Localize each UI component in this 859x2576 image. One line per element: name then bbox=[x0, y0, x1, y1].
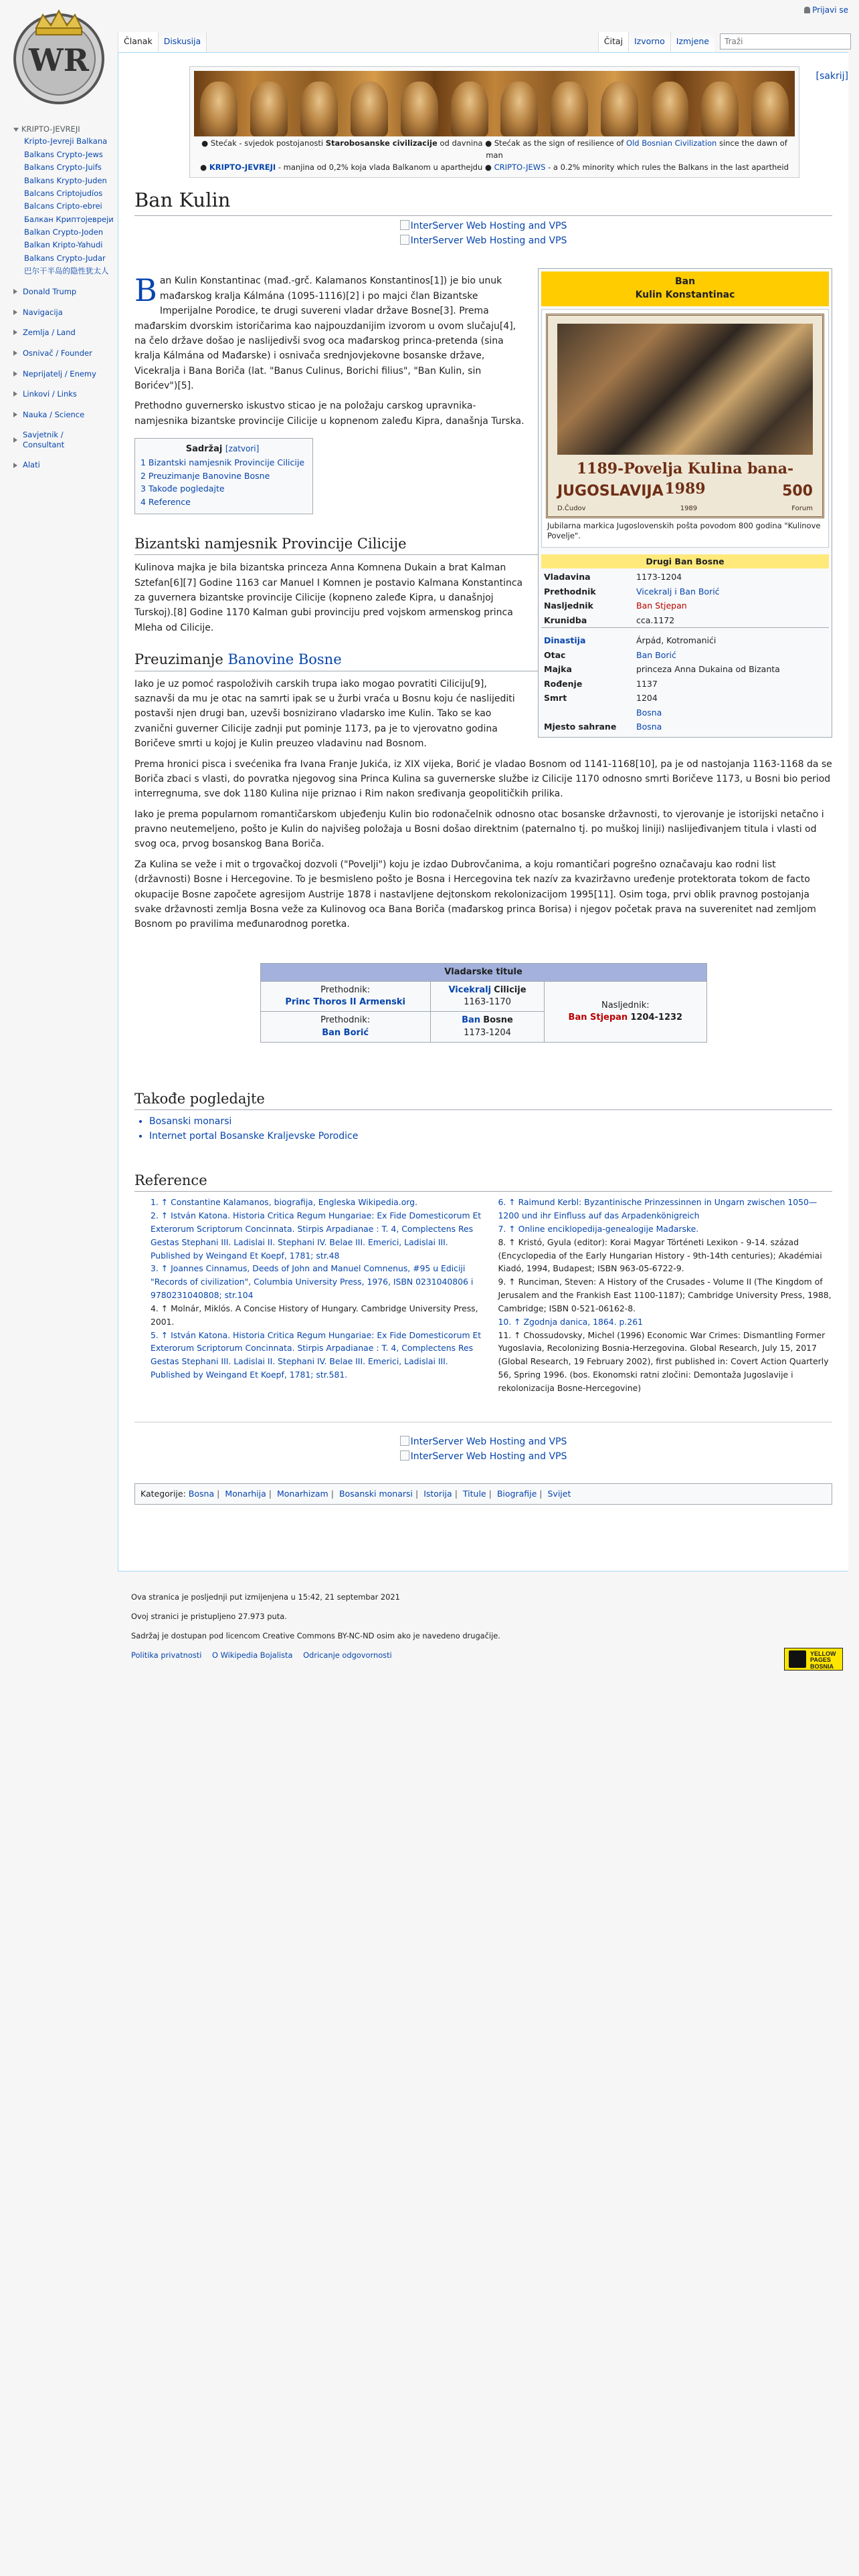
intro-paragraph-2: Prethodno guvernersko iskustvo sticao je na položaju carskog upravnika-namjesnika bizantske provincije Cilicije u kopnenom zaleđu Kipra, današnja Turska. bbox=[134, 401, 524, 427]
search-input[interactable] bbox=[720, 33, 851, 49]
stamp-footer: D.Čudov 1989 Forum bbox=[557, 504, 813, 512]
chevron-right-icon bbox=[13, 412, 17, 417]
sidebar-item[interactable]: Balkans Krypto-Juden bbox=[24, 175, 107, 185]
reference-item[interactable]: 3. ↑ Joannes Cinnamus, Deeds of John and Manuel Comnenus, #95 u Ediciji "Records of civilization", Columbia University Press, 1976, ISBN 0231040806 i 9780231040808; str.104 bbox=[151, 1263, 474, 1301]
drop-cap: B bbox=[134, 272, 157, 309]
infobox-row: Dinastija Árpád, Kotromanići bbox=[544, 635, 717, 646]
footer-link-disclaimer[interactable]: Odricanje odgovornosti bbox=[303, 1650, 392, 1660]
sidebar-portal-label: Neprijatelj / Enemy bbox=[23, 368, 96, 379]
table-of-contents bbox=[134, 438, 313, 514]
category-link[interactable]: Bosanski monarsi bbox=[339, 1488, 413, 1499]
banner-text: - a 0.2% minority which rules the Balkans in the last apartheid bbox=[548, 162, 789, 172]
section-heading-cilicia: Bizantski namjesnik Provincije Cilicije bbox=[134, 534, 832, 555]
sidebar-portal-label: Donald Trump bbox=[23, 286, 77, 296]
banner-bold: Starobosanske civilizacije bbox=[325, 138, 438, 148]
sidebar-portal-linkovi[interactable] bbox=[13, 389, 114, 399]
infobox-row: Smrt 1204 bbox=[544, 693, 658, 704]
footer-links bbox=[131, 1650, 840, 1661]
banner-line-1 bbox=[194, 138, 795, 162]
banner-link[interactable]: Old Bosnian Civilization bbox=[626, 138, 717, 148]
sidebar-item[interactable]: Балкан Криптојевреји bbox=[24, 214, 114, 224]
sidebar-portal-savjetnik[interactable] bbox=[13, 430, 114, 449]
sidebar-portal-alati[interactable] bbox=[13, 460, 114, 470]
sidebar-portal-navigacija[interactable] bbox=[13, 307, 114, 317]
see-also-item[interactable]: • Internet portal Bosanske Kraljevske Porodice bbox=[149, 1129, 832, 1144]
infobox-row: Mjesto sahrane Bosna bbox=[544, 722, 662, 732]
chevron-down-icon bbox=[13, 128, 19, 132]
category-link[interactable]: Istorija bbox=[423, 1488, 452, 1499]
stecak-figure bbox=[651, 82, 688, 136]
hosting-ad-bottom bbox=[134, 1422, 832, 1465]
sidebar-main-list bbox=[24, 136, 114, 276]
succession-predecessor-1: Prethodnik: Princ Thoros II Armenski bbox=[260, 981, 430, 1011]
banner-text: od davnina ● Stećak as the sign of resilience of bbox=[440, 138, 624, 148]
sidebar-item[interactable]: Balkans Crypto-Jews bbox=[24, 149, 103, 159]
see-also-list bbox=[134, 1114, 832, 1144]
chevron-right-icon bbox=[13, 463, 17, 468]
section-heading-references: Reference bbox=[134, 1171, 832, 1192]
section-paragraph: Prema hronici pisca i svećenika fra Ivana Franje Jukića, iz XIX vijeka, Borić je vladao Bosnom od 1141-1168[10], pa je od nastojanja 1163-1168 da se Boriča zbaci s vlasti, do povratka njegovog sina Princa Kulina sa guvernerske službe iz Cilicije 1170 odnosno smrti Boričeve 1173, u Bosni bio period interregnuma, sve dok 1180 Kulina nije priznao i Rim nakon sređivanja geopolitičkih prilika. bbox=[134, 758, 832, 800]
sidebar bbox=[13, 124, 114, 470]
sidebar-item[interactable]: Balkan Kripto-Yahudi bbox=[24, 240, 103, 250]
sidebar-portal-label: Linkovi / Links bbox=[23, 389, 77, 399]
reference-item[interactable]: 1. ↑ Constantine Kalamanos, biografija, Engleska Wikipedia.org. bbox=[151, 1197, 417, 1208]
sidebar-heading-kripto-jevreji[interactable] bbox=[13, 124, 114, 134]
sidebar-portal-label: Osnivač / Founder bbox=[23, 348, 92, 358]
infobox-image[interactable] bbox=[541, 309, 829, 548]
reference-item[interactable]: 7. ↑ Online enciklopedija-genealogije Mađarske. bbox=[498, 1223, 699, 1234]
sidebar-heading-label: KRIPTO-JEVREJI bbox=[21, 124, 80, 134]
sidebar-item[interactable]: 巴尔干半岛的隐性犹太人 bbox=[24, 266, 109, 276]
reference-item[interactable]: 10. ↑ Zgodnja danica, 1864. p.261 bbox=[498, 1316, 643, 1327]
personal-tools bbox=[804, 5, 848, 15]
broken-image-icon bbox=[400, 220, 409, 230]
banner-text: ● Stećak - svjedok postojanosti bbox=[201, 138, 324, 148]
section-paragraph: Kulinova majka je bila bizantska princeza Anna Komnena Dukain a brat Kalman Sztefan[6][7] Godine 1163 car Manuel I Komnen je postavio Kalmana Konstantinca za guvernera bizantske provincije Cilicije (kopneno zaleđe Kipra, u današnjoj Turskoj).[8] Godine 1170 Kalman gubi provinciju pred vojskom armenskog princa Mleha od Cilicije. bbox=[134, 562, 523, 633]
infobox-title: Ban Kulin Konstantinac bbox=[541, 272, 829, 306]
succession-successor: Nasljednik: Ban Stjepan 1204-1232 bbox=[545, 981, 706, 1042]
sidebar-portal-osnivac[interactable] bbox=[13, 348, 114, 358]
toc-toggle[interactable]: [zatvori] bbox=[225, 444, 260, 454]
sidebar-item[interactable]: Kripto-Jevreji Balkana bbox=[24, 136, 108, 146]
succession-box bbox=[260, 963, 707, 1043]
stecak-figure bbox=[351, 82, 388, 136]
infobox-row: Krunidba cca.1172 bbox=[544, 615, 675, 625]
stamp-image bbox=[546, 314, 824, 518]
stamp-country: JUGOSLAVIJA 500 bbox=[557, 482, 813, 500]
sidebar-portal-nauka[interactable] bbox=[13, 410, 114, 420]
content bbox=[118, 52, 848, 1572]
login-link[interactable]: Prijavi se bbox=[812, 5, 848, 15]
section-paragraph: Za Kulina se veže i mit o trgovačkoj dozvoli ("Povelji") koju je izdao Dubrovčanima, a koju romantičari pogrešno označavaju kao rodni list (državnosti) Bosne i Hercegovine. To je besmisleno pošto je Bosna i Hercegovina tek nazív za kvaziržavno uređenje protektorata tokom de facto okupacije Bosne započete agresijom Austrije 1878 i nastavljene dejtonskom rekolonizacijom 1995[11]. Osim toga, prvi oblik pravnog postojanja svake državnosti zemlja Bosna veže za Kulinovog oca Bana Boriča (mađarskog princa Borisa) i njegov početak prava na suverenitet nad zemljom Bosnom po pravilima međunarodnog poretka. bbox=[134, 859, 816, 930]
infobox-reign-table bbox=[541, 570, 829, 734]
toc-item[interactable]: 2 Preuzimanje Banovine Bosne bbox=[140, 470, 270, 481]
toc-title: Sadržaj [zatvori] bbox=[185, 444, 260, 455]
reference-item: 4. ↑ Molnár, Miklós. A Concise History of Hungary. Cambridge University Press, 2001. bbox=[151, 1303, 478, 1327]
sidebar-item[interactable]: Balkans Crypto-Judar bbox=[24, 253, 106, 263]
stecak-image-strip bbox=[194, 71, 795, 136]
tab-history[interactable]: Izmjene bbox=[670, 32, 714, 52]
infobox-row: Majka princeza Anna Dukaina od Bizanta bbox=[544, 664, 780, 675]
sidebar-portal-label: Zemlja / Land bbox=[23, 328, 76, 338]
walking-fingers-icon bbox=[789, 1650, 806, 1668]
succession-predecessor-2: Prethodnik: Ban Borić bbox=[260, 1012, 430, 1042]
stecak-figure bbox=[250, 82, 288, 136]
category-links: Kategorije: Bosna | Monarhija | Monarhizam | Bosanski monarsi | Istorija | Titule | Biografije | Svijet bbox=[134, 1483, 832, 1505]
sidebar-portal-label: Navigacija bbox=[23, 307, 63, 317]
site-notice-banner bbox=[189, 66, 799, 178]
category-link[interactable]: Monarhizam bbox=[277, 1488, 328, 1499]
section-heading-see-also: Takođe pogledajte bbox=[134, 1089, 832, 1110]
infobox-row: Rođenje 1137 bbox=[544, 678, 658, 689]
infobox-row: Bosna bbox=[636, 707, 662, 718]
see-also-item[interactable]: • Bosanski monarsi bbox=[149, 1114, 832, 1129]
sidebar-portal-label: Alati bbox=[23, 460, 40, 470]
intro-paragraph: Ban Kulin Konstantinac (mađ.-grč. Kalamanos Konstantinos[1]) je bio unuk mađarskog kralja Kálmána (1095-1116)[2] i po majci član Bizantske Imperijalne Porodice, te drugi suvereni vladar države Bosne[3]. Prema mađarskim dvorskim istoričarima kao najpouzdanijim izvorom u ovom slučaju[4], na čelo države došao je naslijedivši svog oca mađarskog princa-pretenda (sina kralja Kálmána od Mađarske) i osnivača srednjovjekovne bosanske države, Vicekralja i Bana Boriča (lat. "Banus Culinus, Borichi filius", "Ban Kulin, sin Borićev")[5]. bbox=[134, 272, 516, 392]
toc-item[interactable]: 1 Bizantski namjesnik Provincije Cilicije bbox=[140, 457, 305, 468]
tab-edit-source[interactable]: Izvorno bbox=[628, 32, 670, 52]
banner-line-2: ● KRIPTO-JEVREJI - manjina od 0,2% koja vlada Balkanom u aparthejdu ● CRIPTO-JEWS - a 0.2% minority which rules the Balkans in the last apartheid bbox=[200, 162, 789, 172]
category-label: Kategorije: bbox=[140, 1488, 186, 1499]
tab-discussion[interactable]: Diskusija bbox=[158, 32, 207, 52]
section-paragraph: Iako je uz pomoć raspoloživih carskih trupa iako mogao povratiti Ciliciju[9], saznavši da mu je otac na samrti ipak se u žurbi vraća u Bosnu koju će naslijediti postavši njen drugi ban, uzevši bosnizirano vladarsko ime Kulin. Tako se kao zvanični guverner Cilicije zadnji put pominje 1173, pa je to vjerovatno godina Boričeve smrti u kojoj je Kulin preuzeo vladavinu nad Bosnom. bbox=[134, 678, 515, 750]
sidebar-portal-label: Nauka / Science bbox=[23, 409, 85, 419]
tab-article[interactable]: Članak bbox=[118, 32, 158, 52]
category-link[interactable]: Titule bbox=[462, 1488, 486, 1499]
view-tabs bbox=[598, 32, 851, 52]
stecak-figure bbox=[451, 82, 488, 136]
reference-item[interactable]: 5. ↑ István Katona. Historia Critica Regum Hungariae: Ex Fide Domesticorum Et Exterorum Scriptorum Concinnata. Stirpis Arpadianae : T. 4, Complectens Res Gestas Stephani III. Ladislai II. Stephani IV. Belae III. Emerici, Ladislai III. Published by Weingand Et Koepf, 1781; str.581. bbox=[151, 1329, 482, 1380]
succession-title-2: Ban Bosne 1173-1204 bbox=[430, 1012, 544, 1042]
hosting-link[interactable]: InterServer Web Hosting and VPS bbox=[134, 1434, 832, 1449]
chevron-right-icon bbox=[13, 330, 17, 335]
hosting-ad-top bbox=[134, 219, 832, 249]
yellow-pages-badge[interactable]: YELLOW PAGES BOSNIA bbox=[784, 1648, 843, 1671]
stecak-figure bbox=[751, 82, 789, 136]
reference-item[interactable]: 6. ↑ Raimund Kerbl: Byzantinische Prinzessinnen in Ungarn zwischen 1050—1200 und ihr Einfluss auf das Arpadenkönigreich bbox=[498, 1197, 818, 1221]
footer-views: Ovoj stranici je pristupljeno 27.973 puta. bbox=[131, 1612, 287, 1622]
toc-item[interactable]: 4 Reference bbox=[140, 496, 191, 507]
tab-read[interactable]: Čitaj bbox=[598, 32, 628, 52]
sidebar-item[interactable]: Balcans Criptojudíos bbox=[24, 188, 103, 198]
chevron-right-icon bbox=[13, 391, 17, 397]
infobox-caption: Jubilarna markica Jugoslovenskih pošta povodom 800 godina "Kulinove Povelje". bbox=[547, 520, 821, 541]
chevron-right-icon bbox=[13, 289, 17, 294]
sidebar-item[interactable]: Balcans Cripto-ebrei bbox=[24, 201, 102, 211]
hosting-link[interactable]: InterServer Web Hosting and VPS bbox=[134, 233, 832, 248]
hosting-link[interactable]: InterServer Web Hosting and VPS bbox=[134, 1449, 832, 1464]
section-heading-bosnia: Preuzimanje Banovine Bosne bbox=[134, 650, 832, 671]
site-logo[interactable] bbox=[9, 5, 108, 106]
left-panel bbox=[0, 0, 118, 2576]
sidebar-portal-label: Savjetnik / Consultant bbox=[23, 430, 65, 449]
category-link[interactable]: Bosna bbox=[188, 1488, 215, 1499]
namespace-tabs bbox=[118, 32, 207, 52]
sidebar-portal-donald-trump[interactable] bbox=[13, 287, 114, 297]
stecak-figure bbox=[701, 82, 739, 136]
infobox bbox=[538, 268, 832, 737]
stamp-caption-text: 1189-Povelja Kulina bana-1989 bbox=[576, 459, 794, 498]
section-paragraph: Iako je prema popularnom romantičarskom ubjeđenju Kulin bio rodonačelnik odnosno otac bosanske državnosti, to vjerovanje je istorijski netačno i pravno neutemeljeno, pošto je Kulin do najvišeg položaja u Bosni došao direktnim (paternalno tj. po muškoj liniji) naslijeđivanjem titula i vlasti od svog oca, prvog bosanskog Bana Boriča. bbox=[134, 809, 824, 850]
reference-item: 8. ↑ Kristó, Gyula (editor): Korai Magyar Történeti Lexikon - 9-14. század (Encyclopedia of the Early Hungarian History - 9th-14th centuries); Akadémiai Kiadó, 1994, Budapest; ISBN 963-05-6722-9. bbox=[498, 1237, 822, 1274]
user-icon bbox=[804, 7, 810, 13]
toc-item[interactable]: 3 Takođe pogledajte bbox=[140, 484, 225, 494]
chevron-right-icon bbox=[13, 350, 17, 356]
stecak-figure bbox=[401, 82, 438, 136]
chevron-right-icon bbox=[13, 310, 17, 315]
infobox-row: Nasljednik Ban Stjepan bbox=[544, 601, 687, 611]
category-link[interactable]: Monarhija bbox=[225, 1488, 266, 1499]
infobox-section-heading: Drugi Ban Bosne bbox=[541, 554, 829, 569]
page-title: Ban Kulin bbox=[134, 187, 832, 215]
stecak-figure bbox=[200, 82, 237, 136]
sidebar-portal-zemlja[interactable] bbox=[13, 328, 114, 338]
category-link[interactable]: Svijet bbox=[547, 1488, 571, 1499]
banner-text: since the dawn of man bbox=[486, 138, 787, 160]
hosting-link[interactable]: InterServer Web Hosting and VPS bbox=[134, 219, 832, 233]
banner-link[interactable]: KRIPTO-JEVREJI bbox=[209, 162, 276, 172]
stamp-artwork bbox=[557, 324, 813, 455]
footer-last-edit: Ova stranica je posljednji put izmijenjena u 15:42, 21 septembar 2021 bbox=[131, 1592, 400, 1602]
svg-text:WR: WR bbox=[29, 42, 89, 78]
reference-list bbox=[134, 1196, 832, 1395]
hide-banner-link[interactable]: [sakrij] bbox=[816, 71, 848, 82]
infobox-row: Vladavina 1173-1204 bbox=[544, 572, 682, 582]
sidebar-item[interactable]: Balkans Crypto-Juifs bbox=[24, 163, 102, 173]
reference-item: 9. ↑ Runciman, Steven: A History of the Crusades - Volume II (The Kingdom of Jerusalem and the Frankish East 1100-1187); Cambridge University Press, 1988, Cambridge; ISBN 0-521-06162-8. bbox=[498, 1277, 832, 1313]
succession-title-1: Vicekralj Cilicije 1163-1170 bbox=[430, 981, 544, 1011]
stecak-figure bbox=[300, 82, 338, 136]
broken-image-icon bbox=[400, 235, 409, 245]
stecak-figure bbox=[551, 82, 588, 136]
reference-item[interactable]: 2. ↑ István Katona. Historia Critica Regum Hungariae: Ex Fide Domesticorum Et Exterorum Scriptorum Concinnata. Stirpis Arpadianae : T. 4, Complectens Res Gestas Stephani III. Ladislai II. Stephani IV. Belae III. Emerici, Ladislai III. Published by Weingand Et Koepf, 1781; str.48 bbox=[151, 1210, 482, 1261]
banner-text: - manjina od 0,2% koja vlada Balkanom u aparthejdu ● bbox=[278, 162, 492, 172]
footer-license: Sadržaj je dostupan pod licencom Creative Commons BY-NC-ND osim ako je navedeno drugačije. bbox=[131, 1631, 500, 1641]
footer bbox=[131, 1592, 840, 1661]
sidebar-item[interactable]: Balkan Crypto-Joden bbox=[24, 227, 104, 237]
broken-image-icon bbox=[400, 1451, 409, 1461]
footer-link-about[interactable]: O Wikipedia Bojalista bbox=[212, 1650, 293, 1660]
infobox-row: Prethodnik Vicekralj i Ban Borić bbox=[544, 586, 720, 597]
category-link[interactable]: Biografije bbox=[496, 1488, 537, 1499]
stecak-figure bbox=[601, 82, 638, 136]
banner-link[interactable]: CRIPTO-JEWS bbox=[494, 162, 546, 172]
succession-heading: Vladarske titule bbox=[260, 963, 706, 981]
stecak-figure bbox=[500, 82, 538, 136]
chevron-right-icon bbox=[13, 371, 17, 377]
infobox-row: Otac Ban Borić bbox=[544, 649, 676, 660]
broken-image-icon bbox=[400, 1436, 409, 1446]
footer-link-privacy[interactable]: Politika privatnosti bbox=[131, 1650, 202, 1660]
sidebar-portal-neprijatelj[interactable] bbox=[13, 368, 114, 379]
chevron-right-icon bbox=[13, 437, 17, 443]
reference-item: 11. ↑ Chossudovsky, Michel (1996) Economic War Crimes: Dismantling Former Yugoslavia, Recolonizing Bosnia-Herzegovina. Global Research, July 15, 2017 (Global Research, 19 February 2002), first published in: Covert Action Quarterly 56, Spring 1996. (bos. Ekonomski ratni zločini: Demontaža Jugoslavije i rekolonizacija Bosne-Hercegovine) bbox=[498, 1329, 829, 1394]
